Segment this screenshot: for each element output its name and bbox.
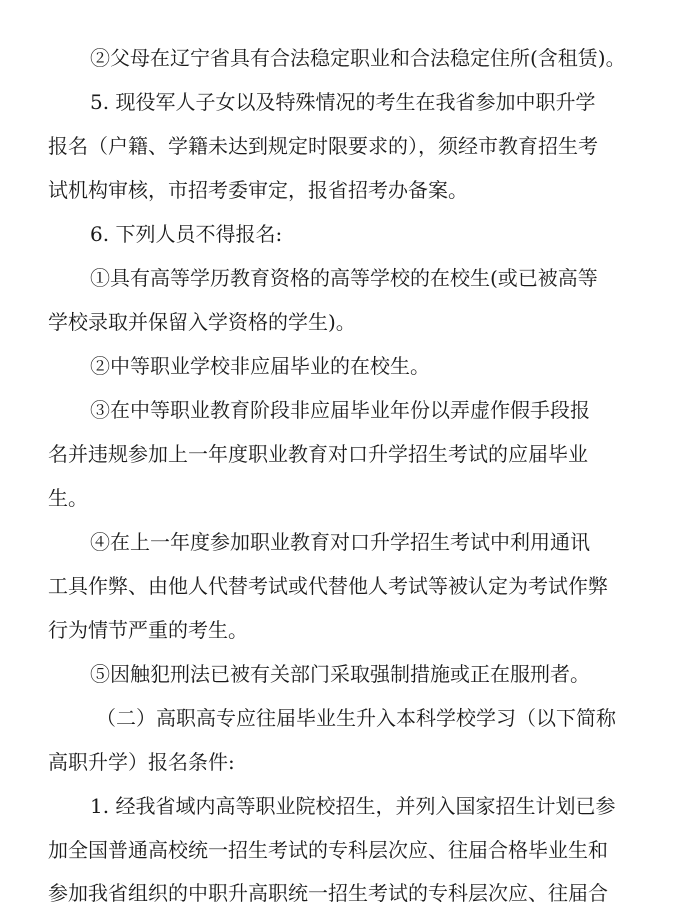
paragraph-line: 试机构审核，市招考委审定，报省招考办备案。 [48,178,468,202]
paragraph-line: 1. 经我省域内高等职业院校招生，并列入国家招生计划已参 [90,794,616,818]
section-heading-line: 高职升学）报名条件: [48,750,235,774]
paragraph-line: ⑤因触犯刑法已被有关部门采取强制措施或正在服刑者。 [90,662,590,686]
paragraph-line: 行为情节严重的考生。 [48,618,248,642]
paragraph-line: 学校录取并保留入学资格的学生)。 [48,310,356,334]
paragraph-line: 加全国普通高校统一招生考试的专科层次应、往届合格毕业生和 [48,838,608,862]
paragraph-line: 5. 现役军人子女以及特殊情况的考生在我省参加中职升学 [90,90,596,114]
paragraph-line: ②父母在辽宁省具有合法稳定职业和合法稳定住所(含租赁)。 [90,46,626,70]
paragraph-line: 工具作弊、由他人代替考试或代替他人考试等被认定为考试作弊 [48,574,608,598]
paragraph-line: 生。 [48,486,88,510]
paragraph-line: 6. 下列人员不得报名: [90,222,283,246]
paragraph-line: 报名（户籍、学籍未达到规定时限要求的），须经市教育招生考 [48,134,598,158]
paragraph-line: 参加我省组织的中职升高职统一招生考试的专科层次应、往届合 [48,881,608,905]
paragraph-line: ②中等职业学校非应届毕业的在校生。 [90,354,430,378]
paragraph-line: ③在中等职业教育阶段非应届毕业年份以弄虚作假手段报 [90,398,590,422]
section-heading-line: （二）高职高专应往届毕业生升入本科学校学习（以下简称 [96,706,616,730]
paragraph-line: ④在上一年度参加职业教育对口升学招生考试中利用通讯 [90,530,590,554]
paragraph-line: 名并违规参加上一年度职业教育对口升学招生考试的应届毕业 [48,442,588,466]
paragraph-line: ①具有高等学历教育资格的高等学校的在校生(或已被高等 [90,266,598,290]
